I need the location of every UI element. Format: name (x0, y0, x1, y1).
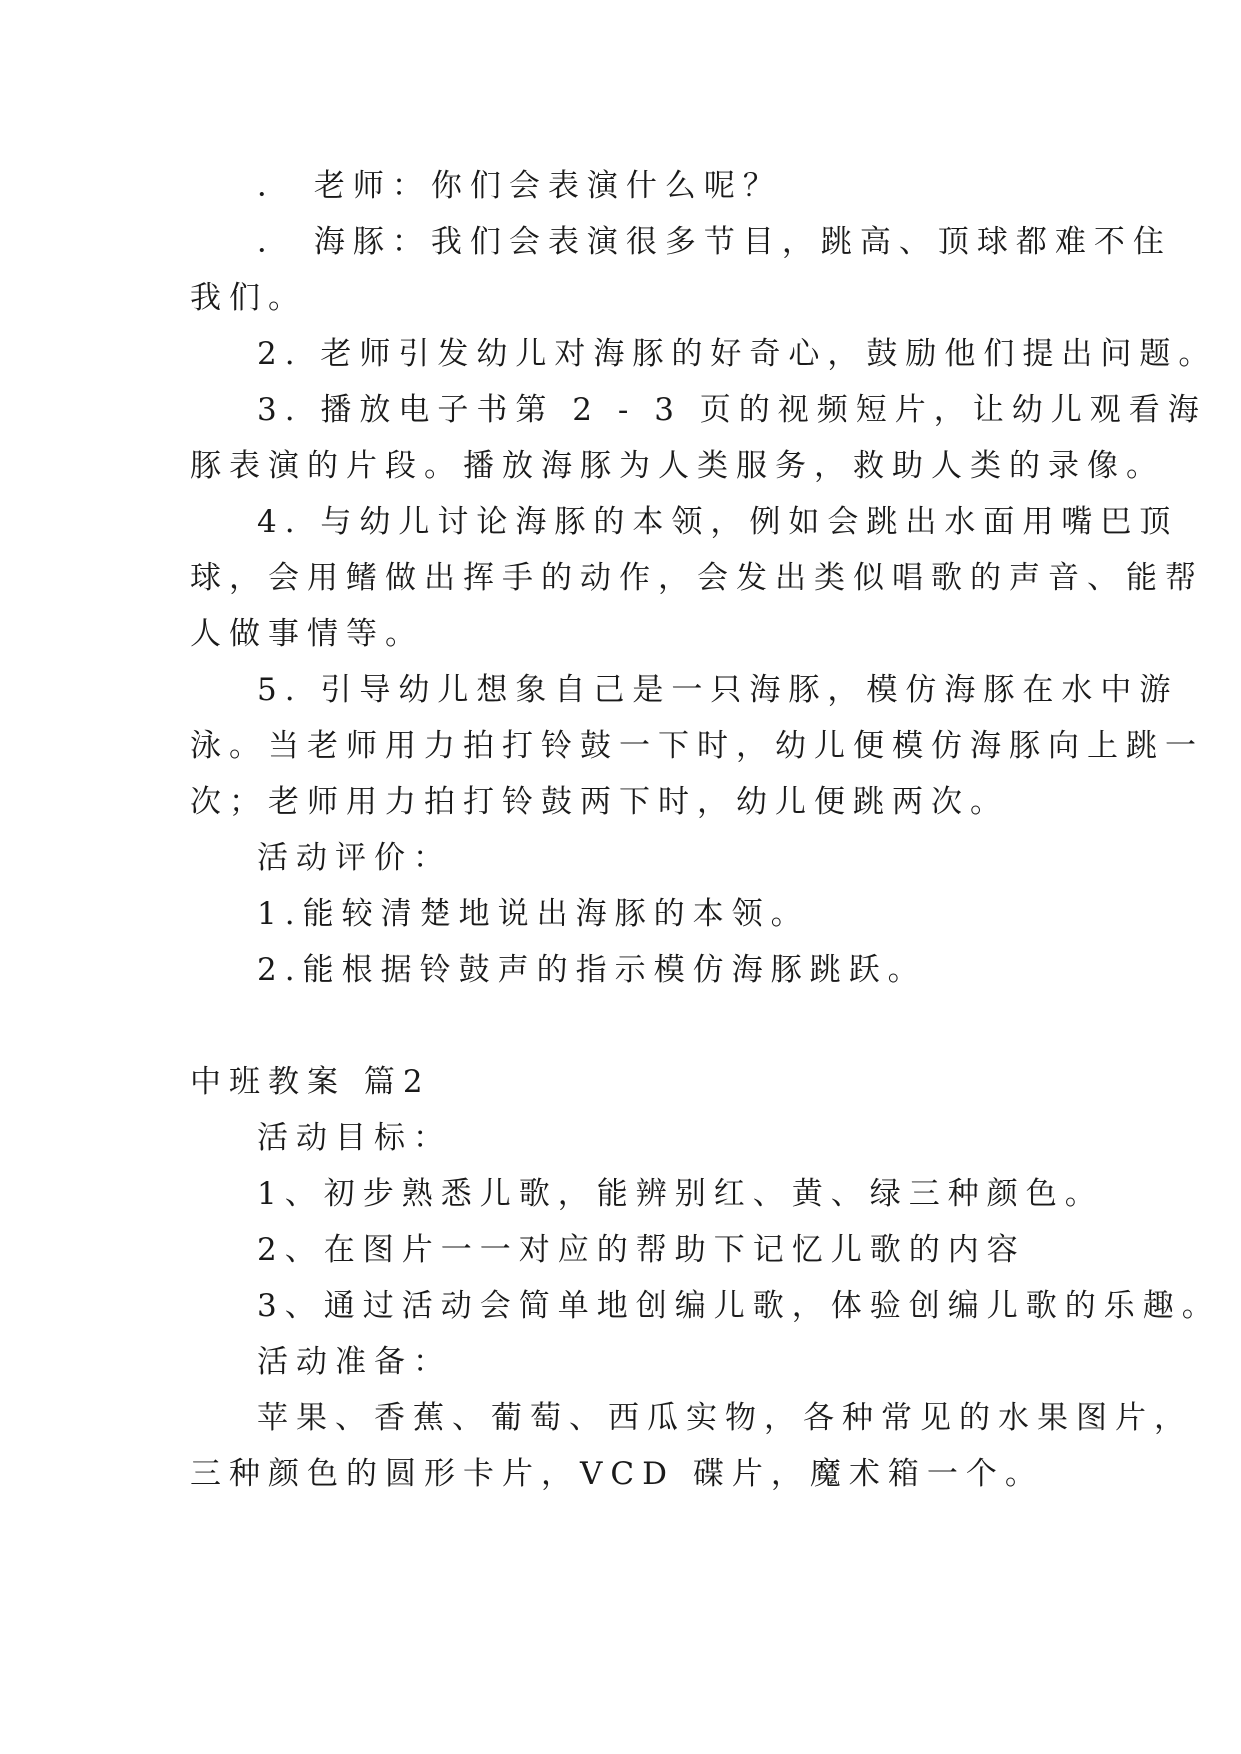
step-5: 5. 引导幼儿想象自己是一只海豚，模仿海豚在水中游 (257, 672, 1179, 708)
paragraph-continuation: 次；老师用力拍打铃鼓两下时，幼儿便跳两次。 (190, 784, 1009, 820)
paragraph-continuation: 球，会用鳍做出挥手的动作，会发出类似唱歌的声音、能帮 (190, 560, 1204, 596)
section-heading-evaluation: 活动评价： (257, 840, 452, 876)
step-4: 4. 与幼儿讨论海豚的本领，例如会跳出水面用嘴巴顶 (257, 504, 1179, 540)
goal-item-1: 1、初步熟悉儿歌，能辨别红、黄、绿三种颜色。 (257, 1176, 1104, 1212)
lesson-plan-title: 中班教案 篇2 (190, 1064, 431, 1100)
section-heading-preparation: 活动准备： (257, 1344, 452, 1380)
section-heading-goals: 活动目标： (257, 1120, 452, 1156)
step-3: 3. 播放电子书第 2 - 3 页的视频短片，让幼儿观看海 (257, 392, 1207, 428)
step-2: 2. 老师引发幼儿对海豚的好奇心，鼓励他们提出问题。 (257, 336, 1218, 372)
dialogue-teacher: ． 老师：你们会表演什么呢？ (257, 168, 782, 204)
paragraph-continuation: 泳。当老师用力拍打铃鼓一下时，幼儿便模仿海豚向上跳一 (190, 728, 1204, 764)
preparation-materials: 苹果、香蕉、葡萄、西瓜实物，各种常见的水果图片， (257, 1400, 1193, 1436)
evaluation-item-2: 2.能根据铃鼓声的指示模仿海豚跳跃。 (257, 952, 927, 988)
paragraph-continuation: 人做事情等。 (190, 616, 424, 652)
paragraph-continuation: 我们。 (190, 280, 307, 316)
paragraph-continuation: 三种颜色的圆形卡片，VCD 碟片，魔术箱一个。 (190, 1456, 1044, 1492)
evaluation-item-1: 1.能较清楚地说出海豚的本领。 (257, 896, 810, 932)
goal-item-2: 2、在图片一一对应的帮助下记忆儿歌的内容 (257, 1232, 1026, 1268)
dialogue-dolphin: ． 海豚：我们会表演很多节目，跳高、顶球都难不住 (257, 224, 1172, 260)
paragraph-continuation: 豚表演的片段。播放海豚为人类服务，救助人类的录像。 (190, 448, 1165, 484)
goal-item-3: 3、通过活动会简单地创编儿歌，体验创编儿歌的乐趣。 (257, 1288, 1221, 1324)
